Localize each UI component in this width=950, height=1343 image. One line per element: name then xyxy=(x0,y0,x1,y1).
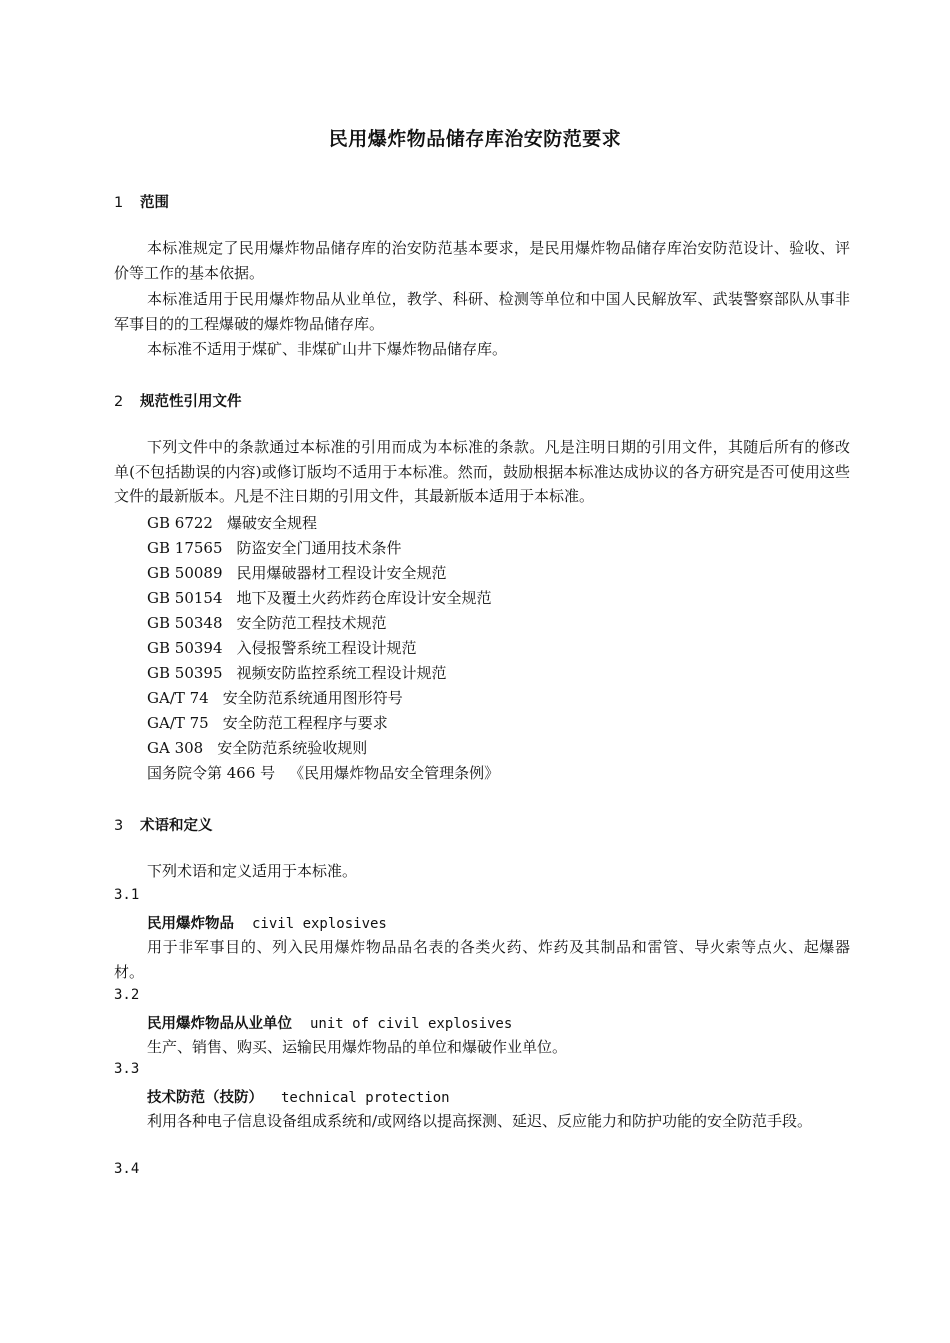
reference-name: 民用爆破器材工程设计安全规范 xyxy=(236,564,447,582)
term-chinese: 民用爆炸物品 xyxy=(147,916,234,932)
term-chinese: 技术防范（技防） xyxy=(147,1090,263,1106)
term-number: 3.1 xyxy=(114,887,140,903)
reference-code: GA/T 74 xyxy=(147,689,209,707)
reference-name: 安全防范工程程序与要求 xyxy=(222,714,388,732)
reference-name: 安全防范工程技术规范 xyxy=(236,614,387,632)
term-heading xyxy=(147,1086,450,1107)
reference-code: GB 50394 xyxy=(147,639,223,657)
reference-item xyxy=(147,737,367,758)
term-chinese: 民用爆炸物品从业单位 xyxy=(147,1016,292,1032)
reference-item xyxy=(147,637,417,658)
term-number: 3.3 xyxy=(114,1061,140,1077)
reference-name: 防盗安全门通用技术条件 xyxy=(236,539,402,557)
section-number: 3 xyxy=(114,818,124,834)
reference-code: GB 50154 xyxy=(147,589,223,607)
reference-item xyxy=(147,662,447,683)
s1-paragraph-2: 本标准适用于民用爆炸物品从业单位，教学、科研、检测等单位和中国人民解放军、武装警察部队从事非军事目的的工程爆破的爆炸物品储存库。 xyxy=(114,290,850,333)
term-heading xyxy=(147,912,387,933)
term-number: 3.2 xyxy=(114,987,140,1003)
document-title: 民用爆炸物品储存库治安防范要求 xyxy=(328,128,622,150)
reference-code: GB 17565 xyxy=(147,539,223,557)
reference-item xyxy=(147,587,492,608)
reference-code: GB 50395 xyxy=(147,664,223,682)
section-1-heading xyxy=(114,191,169,212)
reference-code: 国务院令第 466 号 xyxy=(147,764,276,782)
reference-item xyxy=(147,512,317,533)
reference-code: GB 6722 xyxy=(147,514,213,532)
reference-item xyxy=(147,762,499,783)
reference-name: 地下及覆土火药炸药仓库设计安全规范 xyxy=(236,589,492,607)
s1-paragraph-1: 本标准规定了民用爆炸物品储存库的治安防范基本要求，是民用爆炸物品储存库治安防范设计、验收、评价等工作的基本依据。 xyxy=(114,239,850,282)
reference-code: GA 308 xyxy=(147,739,204,757)
s1-paragraph-3: 本标准不适用于煤矿、非煤矿山井下爆炸物品储存库。 xyxy=(147,340,508,358)
term-english: technical protection xyxy=(281,1090,450,1106)
reference-name: 安全防范系统通用图形符号 xyxy=(222,689,403,707)
reference-item xyxy=(147,612,387,633)
s3-intro-paragraph: 下列术语和定义适用于本标准。 xyxy=(147,862,358,880)
reference-code: GB 50348 xyxy=(147,614,223,632)
reference-name: 爆破安全规程 xyxy=(226,514,317,532)
section-title: 规范性引用文件 xyxy=(140,394,242,410)
term-english: unit of civil explosives xyxy=(310,1016,513,1032)
term-heading xyxy=(147,1012,512,1033)
reference-code: GA/T 75 xyxy=(147,714,209,732)
reference-name: 视频安防监控系统工程设计规范 xyxy=(236,664,447,682)
term-definition: 利用各种电子信息设备组成系统和/或网络以提高探测、延迟、反应能力和防护功能的安全防范手段。 xyxy=(147,1112,813,1130)
reference-item xyxy=(147,687,403,708)
reference-name: 《民用爆炸物品安全管理条例》 xyxy=(289,764,500,782)
term-definition: 生产、销售、购买、运输民用爆炸物品的单位和爆破作业单位。 xyxy=(147,1038,568,1056)
section-number: 2 xyxy=(114,394,124,410)
reference-item xyxy=(147,712,388,733)
section-3-heading xyxy=(114,814,213,835)
term-number: 3.4 xyxy=(114,1161,140,1177)
reference-name: 入侵报警系统工程设计规范 xyxy=(236,639,417,657)
term-english: civil explosives xyxy=(252,916,387,932)
s2-intro-paragraph: 下列文件中的条款通过本标准的引用而成为本标准的条款。凡是注明日期的引用文件，其随后所有的修改单(不包括勘误的内容)或修订版均不适用于本标准。然而，鼓励根据本标准达成协议的各方研究是否可使用这些文件的最新版本。凡是不注日期的引用文件，其最新版本适用于本标准。 xyxy=(114,438,850,505)
reference-item xyxy=(147,562,447,583)
reference-code: GB 50089 xyxy=(147,564,223,582)
section-title: 范围 xyxy=(140,195,169,211)
section-number: 1 xyxy=(114,195,124,211)
section-title: 术语和定义 xyxy=(140,818,213,834)
reference-name: 安全防范系统验收规则 xyxy=(217,739,368,757)
term-definition: 用于非军事目的、列入民用爆炸物品品名表的各类火药、炸药及其制品和雷管、导火索等点火、起爆器材。 xyxy=(114,938,850,981)
reference-item xyxy=(147,537,402,558)
section-2-heading xyxy=(114,390,242,411)
